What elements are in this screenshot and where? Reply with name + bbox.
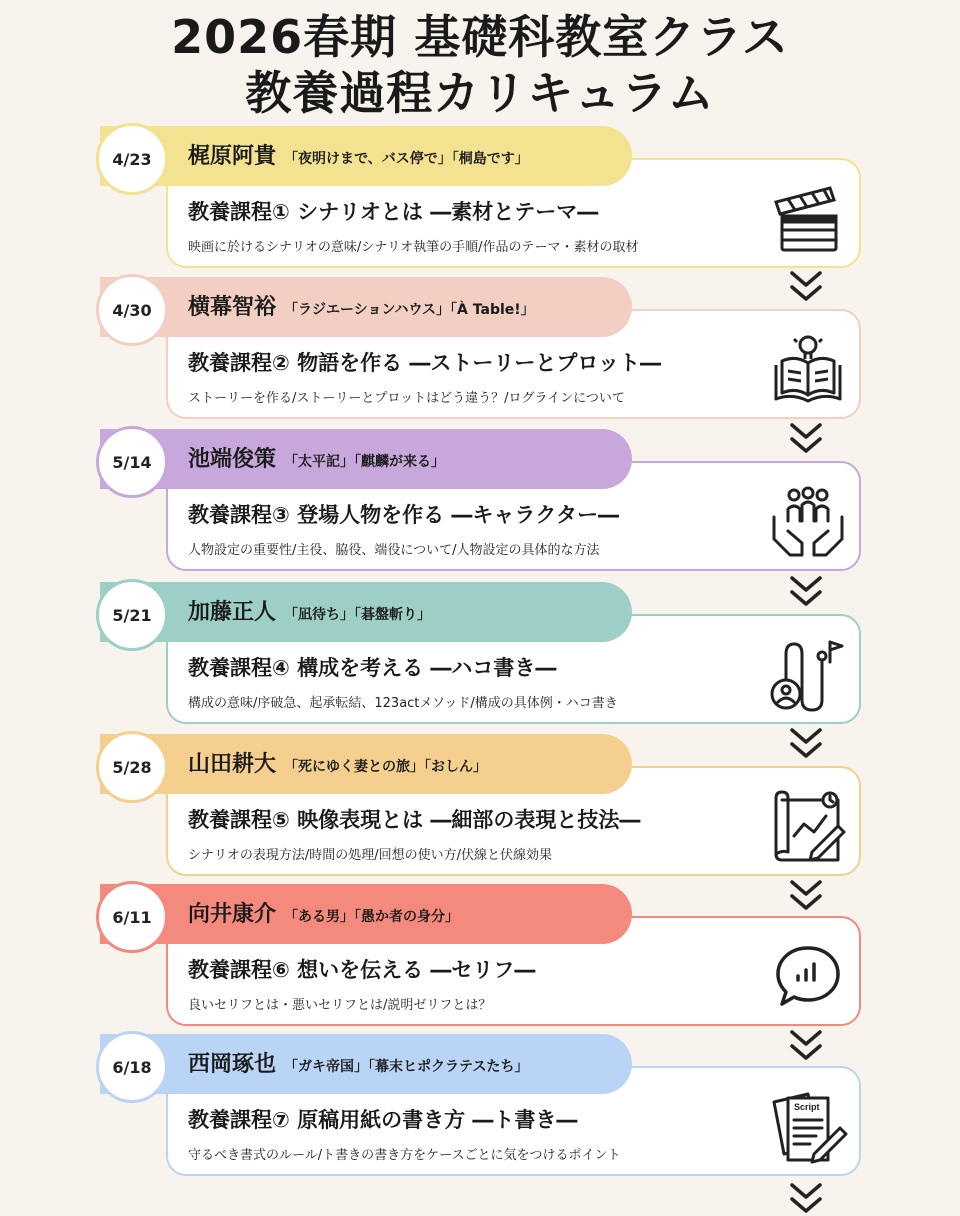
script-pen-icon: [768, 1088, 848, 1168]
instructor-name: 池端俊策: [188, 447, 277, 472]
instructor: [188, 445, 445, 475]
instructor-works: 「夜明けまで、バス停で」「桐島です」: [284, 151, 529, 167]
course-title: 教養課程② 物語を作る ―ストーリーとプロット―: [188, 351, 661, 375]
instructor: [188, 750, 487, 780]
session-5: [0, 734, 960, 886]
instructor: [188, 900, 459, 930]
session-2: [0, 277, 960, 429]
session-3: [0, 429, 960, 581]
instructor-name: 梶原阿貴: [188, 144, 277, 169]
instructor: [188, 293, 535, 323]
instructor: [188, 142, 529, 172]
course-description: 構成の意味/序破急、起承転結、123actメソッド/構成の具体例・ハコ書き: [188, 696, 618, 711]
instructor-works: 「太平記」「麒麟が来る」: [284, 454, 446, 470]
course-description: ストーリーを作る/ストーリーとプロットはどう違う？/ログラインについて: [188, 391, 625, 406]
date-badge: 5/21: [96, 579, 168, 651]
session-7: [0, 1034, 960, 1186]
instructor: [188, 598, 431, 628]
date-badge: 6/18: [96, 1031, 168, 1103]
instructor-name: 横幕智裕: [188, 295, 277, 320]
date-badge: 5/14: [96, 426, 168, 498]
instructor-works: 「ガキ帝国」「幕末ヒポクラテスたち」: [284, 1059, 529, 1075]
course-title: 教養課程⑦ 原稿用紙の書き方 ―ト書き―: [188, 1108, 578, 1132]
page-title-line1: 2026春期 基礎科教室クラス: [171, 10, 789, 64]
course-description: 良いセリフとは・悪いセリフとは/説明ゼリフとは？: [188, 998, 492, 1013]
instructor-name: 山田耕大: [188, 752, 277, 777]
route-path-icon: [768, 636, 848, 716]
chevron-down-icon: [788, 1180, 824, 1216]
open-book-icon: [768, 331, 848, 411]
page-title-line2: 教養過程カリキュラム: [245, 66, 715, 120]
course-description: 人物設定の重要性/主役、脇役、端役について/人物設定の具体的な方法: [188, 543, 600, 558]
instructor-name: 加藤正人: [188, 600, 277, 625]
session-6: [0, 884, 960, 1036]
instructor-works: 「凪待ち」「碁盤斬り」: [284, 607, 432, 623]
course-title: 教養課程④ 構成を考える ―ハコ書き―: [188, 656, 557, 680]
date-badge: 5/28: [96, 731, 168, 803]
script-label: Script: [794, 1102, 820, 1112]
course-title: 教養課程① シナリオとは ―素材とテーマ―: [188, 200, 599, 224]
instructor: [188, 1050, 528, 1080]
session-1: [0, 126, 960, 278]
date-badge: 6/11: [96, 881, 168, 953]
session-4: [0, 582, 960, 734]
instructor-works: 「死にゆく妻との旅」「おしん」: [284, 759, 488, 775]
instructor-works: 「ある男」「愚か者の身分」: [284, 909, 460, 925]
course-description: シナリオの表現方法/時間の処理/回想の使い方/伏線と伏線効果: [188, 848, 553, 863]
course-description: 映画に於けるシナリオの意味/シナリオ執筆の手順/作品のテーマ・素材の取材: [188, 240, 639, 255]
course-title: 教養課程⑤ 映像表現とは ―細部の表現と技法―: [188, 808, 641, 832]
clapperboard-icon: [768, 180, 848, 260]
instructor-works: 「ラジエーションハウス」「À Table!」: [284, 302, 535, 318]
course-title: 教養課程③ 登場人物を作る ―キャラクター―: [188, 503, 619, 527]
blueprint-pencil-icon: [768, 788, 848, 868]
course-title: 教養課程⑥ 想いを伝える ―セリフ―: [188, 958, 536, 982]
instructor-name: 向井康介: [188, 902, 277, 927]
date-badge: 4/30: [96, 274, 168, 346]
people-in-hands-icon: [768, 483, 848, 563]
course-description: 守るべき書式のルール/ト書きの書き方をケースごとに気をつけるポイント: [188, 1148, 621, 1163]
speech-bubble-icon: [768, 938, 848, 1018]
instructor-name: 西岡琢也: [188, 1052, 277, 1077]
date-badge: 4/23: [96, 123, 168, 195]
